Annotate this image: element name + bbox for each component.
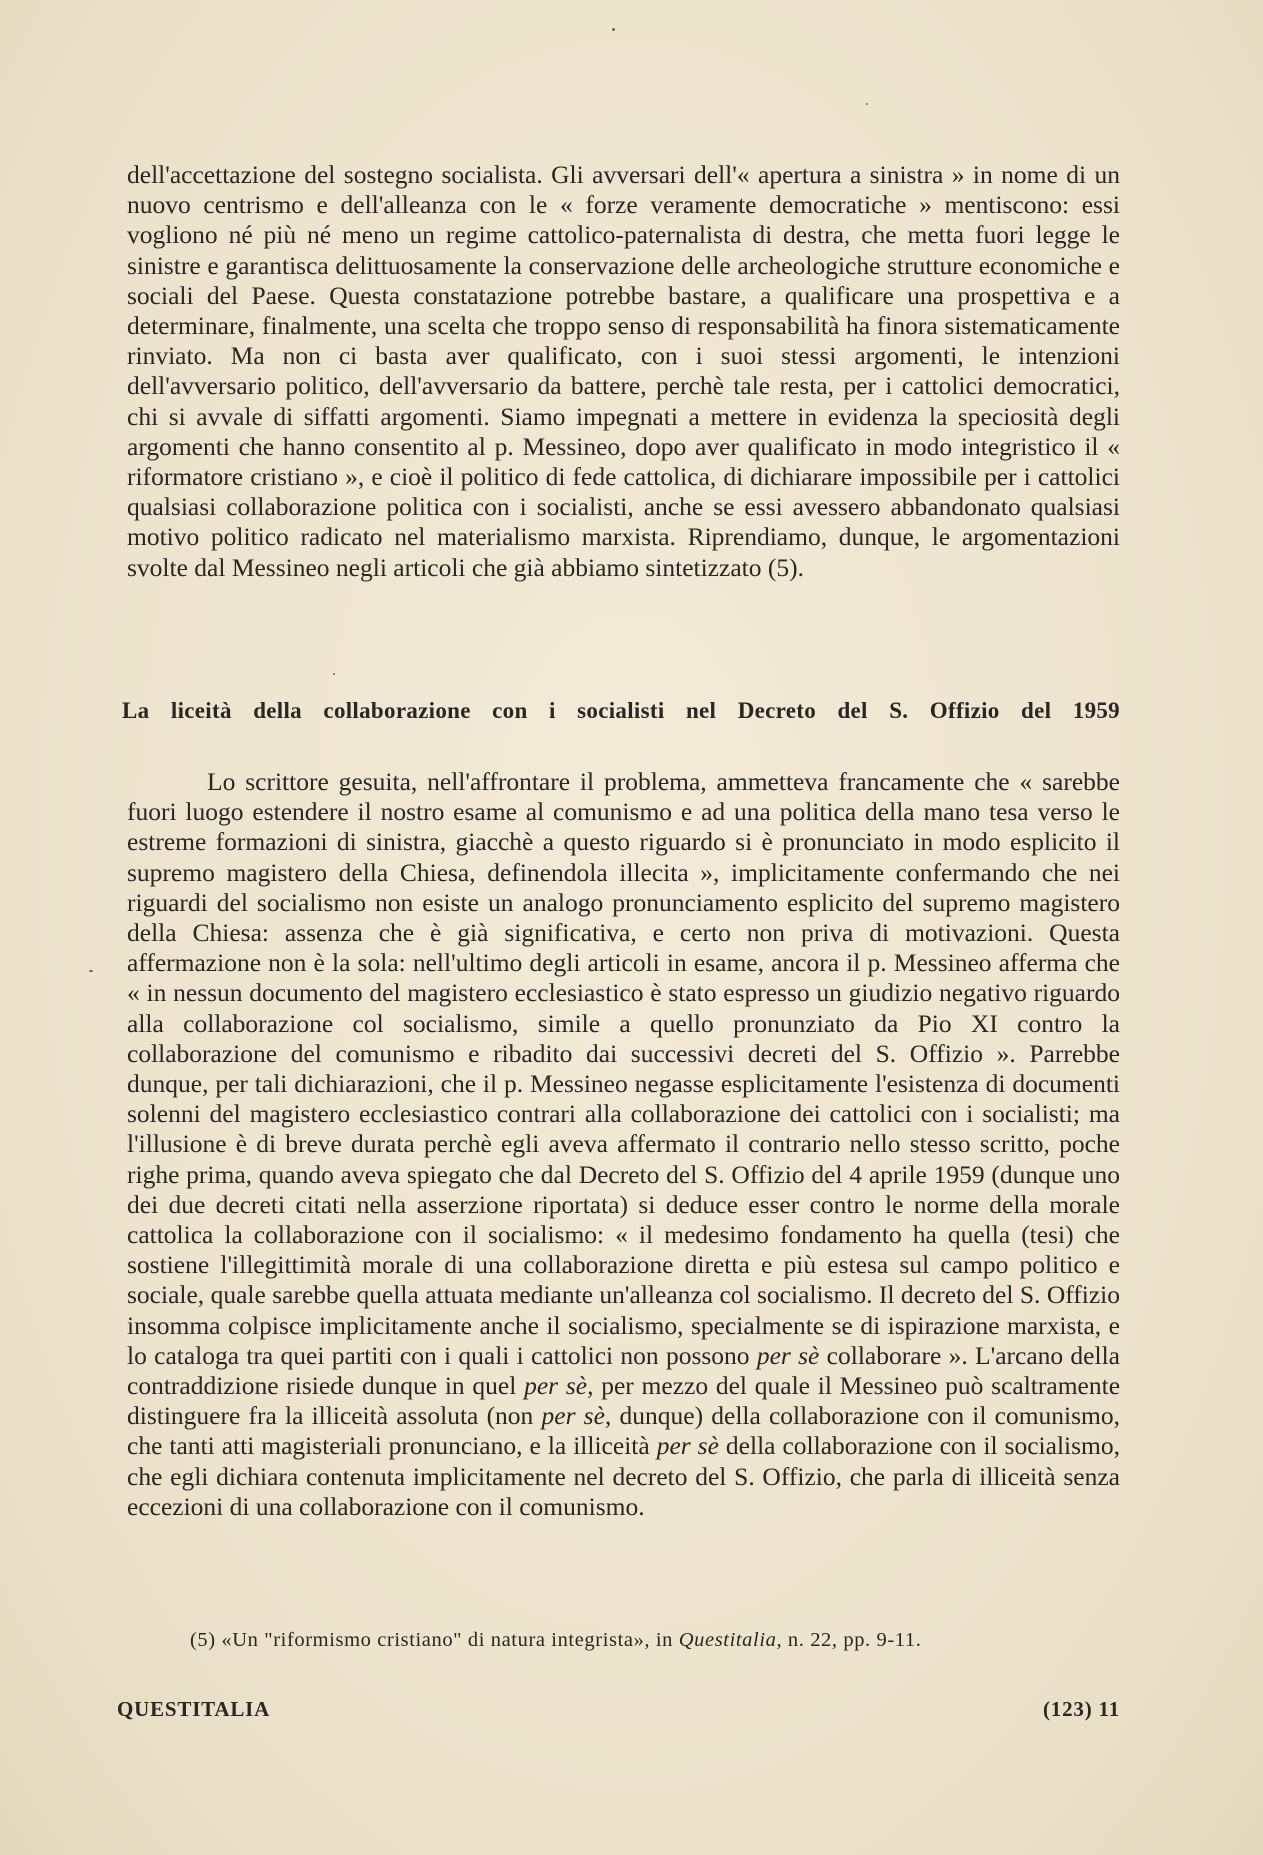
paper-speck <box>333 673 335 675</box>
paragraph-2-text: Lo scrittore gesuita, nell'affrontare il problema, ammetteva francamente che « sarebbe fuori luogo estendere il nostro esame al comunismo e ad una politica della mano tesa verso le estreme formazioni di sinistra, giacchè a questo riguardo si è pronunciato in modo esplicito il supremo magistero della Chiesa, definendola illecita », implicitamente confermando che nei riguardi del socialismo non esiste un analogo pronunciamento esplicito del supremo magistero della Chiesa: assenza che è già significativa, e certo non priva di motivazioni. Questa affermazione non è la sola: nell'ultimo degli articoli in esame, ancora il p. Messineo afferma che « in nessun documento del magistero ecclesiastico è stato espresso un giudizio negativo riguardo alla collaborazione col socialismo, simile a quello pronunziato da Pio XI contro la collaborazione del comunismo e ribadito dai successivi decreti del S. Offizio ». Parrebbe dunque, per tali dichiarazioni, che il p. Messineo negasse esplicitamente l'esistenza di documenti solenni del magistero ecclesiastico contrari alla collaborazione dei cattolici con i socialisti; ma l'illusione è di breve durata perchè egli aveva affermato il contrario nello stesso scritto, poche righe prima, quando aveva spiegato che dal Decreto del S. Offizio del 4 aprile 1959 (dunque uno dei due decreti citati nella asserzione riportata) si deduce esser contro le norme della morale cattolica la collaborazione con il socialismo: « il medesimo fondamento ha quella (tesi) che sostiene l'illegittimità morale di una collaborazione diretta e più estesa sul campo politico e sociale, quale sarebbe quella attuata mediante un'alleanza col socialismo. Il decreto del S. Offizio insomma colpisce implicitamente anche il socialismo, specialmente se di ispirazione marxista, e lo cataloga tra quei partiti con i quali i cattolici non possono <box>127 767 1120 1370</box>
paragraph-2-text: collaborare ». L'arcano della contraddizione risiede dunque in quel <box>127 1340 1120 1401</box>
paper-speck <box>866 103 868 105</box>
paper-speck <box>89 970 93 972</box>
body-paragraph-2 <box>127 767 1120 1522</box>
footnote <box>190 1629 1120 1652</box>
paragraph-2-text: dunque) della collaborazione con il comunismo, che tanti atti magisteriali pronunciano, e la illiceità <box>127 1401 1121 1461</box>
paper-speck <box>612 28 615 31</box>
footnote-text: n. 22, pp. 9-11. <box>782 1629 922 1651</box>
paragraph-2-text: per mezzo del quale il Messineo può scaltramente distinguere fra la illiceità assoluta (non <box>127 1371 1121 1431</box>
emphasis-per-se: per sè <box>656 1431 719 1461</box>
page-number: (123) 11 <box>1043 1697 1120 1721</box>
body-paragraph-1: dell'accettazione del sostegno socialista. Gli avversari dell'« apertura a sinistra » in nome di un nuovo centrismo e dell'alleanza con le « forze veramente democratiche » mentiscono: essi vogliono né più né meno un regime cattolico-paternalista di destra, che metta fuori legge le sinistre e garantisca delittuosamente la conservazione delle archeologiche strutture economiche e sociali del Paese. Questa constatazione potrebbe bastare, a qualificare una prospettiva e a determinare, finalmente, una scelta che troppo senso di responsabilità ha finora sistematicamente rinviato. Ma non ci basta aver qualificato, con i suoi stessi argomenti, le intenzioni dell'avversario politico, dell'avversario da battere, perchè tale resta, per i cattolici democratici, chi si avvale di siffatti argomenti. Siamo impegnati a mettere in evidenza la speciosità degli argomenti che hanno consentito al p. Messineo, dopo aver qualificato in modo integristico il « riformatore cristiano », e cioè il politico di fede cattolica, di dichiarare impossibile per i cattolici qualsiasi collaborazione politica con i socialisti, anche se essi avessero abbandonato qualsiasi motivo politico radicato nel materialismo marxista. Riprendiamo, dunque, le argomentazioni svolte dal Messineo negli articoli che già abbiamo sintetizzato (5). <box>127 160 1120 582</box>
emphasis-per-se: per sè, <box>541 1401 612 1431</box>
emphasis-per-se: per sè <box>756 1340 820 1370</box>
footnote-journal-title: Questitalia, <box>678 1629 783 1651</box>
emphasis-per-se: per sè, <box>524 1371 594 1401</box>
running-footer-journal: QUESTITALIA <box>117 1697 271 1721</box>
footnote-text: (5) «Un "riformismo cristiano" di natura integrista», in <box>190 1629 679 1651</box>
section-heading: La liceità della collaborazione con i socialisti nel Decreto del S. Offizio del 1959 <box>122 698 1120 723</box>
paragraph-2-text: della collaborazione con il socialismo, che egli dichiara contenuta implicitamente nel decreto del S. Offizio, che parla di illiceità senza eccezioni di una collaborazione con il comunismo. <box>127 1431 1120 1521</box>
